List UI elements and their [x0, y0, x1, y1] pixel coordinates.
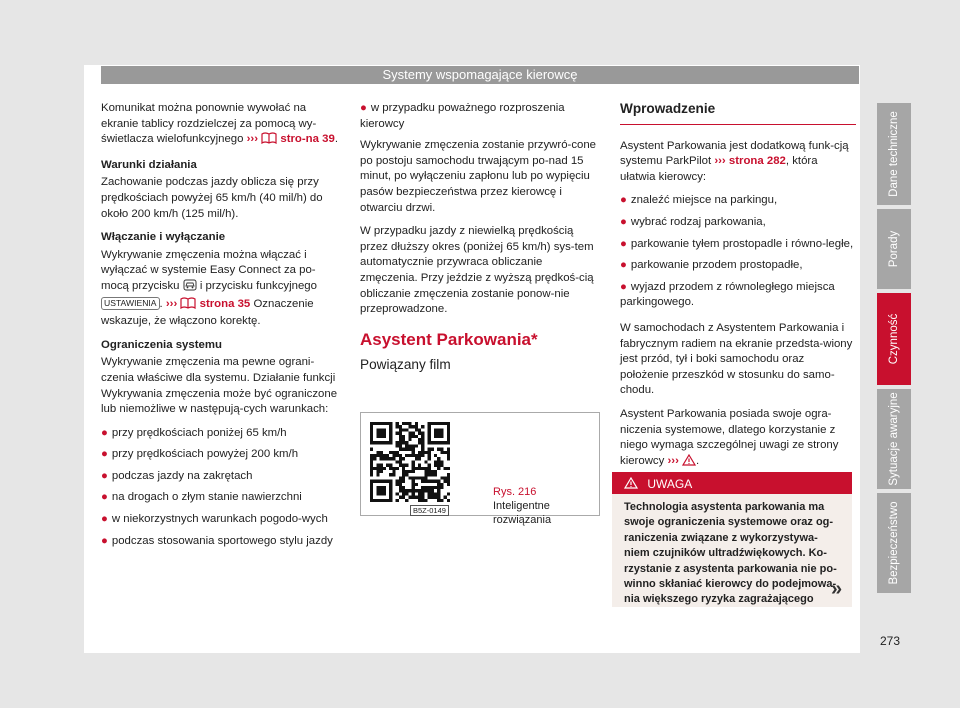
figure-caption: Rys. 216 Inteligentne rozwiązania: [493, 486, 552, 526]
list-item: ● parkowanie tyłem prostopadle i równo-ległe,: [620, 237, 854, 250]
book-icon: [180, 297, 196, 315]
car-icon: [183, 279, 197, 297]
warning-box: [612, 472, 852, 607]
ref-arrow: ›››: [714, 155, 726, 168]
list-item: ● wyjazd przodem z równoległego miejsca parkingowego.: [620, 280, 835, 309]
list-item: ● znaleźć miejsce na parkingu,: [620, 194, 778, 207]
warning-icon[interactable]: [682, 454, 696, 472]
paragraph: Zachowanie podczas jazdy oblicza się przy prędkościach powyżej 65 km/h (40 mil/h) do około 200 km/h (125 mil/h).: [101, 176, 323, 220]
figure-code: B5Z-0149: [410, 505, 449, 516]
column-middle: [360, 101, 600, 373]
paragraph: W przypadku jazdy z niewielką prędkością przez dłuższy okres (poniżej 65 km/h) sys-tem automatycznie przywraca obliczanie zmęczenia. Przy jeździe z wyższą prędkoś-cią obliczanie zmęczenia zostanie ponow-nie przeprowadzone.: [360, 225, 594, 316]
ref-arrow: ›››: [667, 454, 679, 467]
subtitle: Powiązany film: [360, 357, 451, 373]
page-reference[interactable]: strona 35: [199, 297, 251, 310]
paragraph: W samochodach z Asystentem Parkowania i fabrycznym radiem na ekranie przedsta-wiony jest przód, tył i boki samochodu oraz położenie przeszkód w stosunku do samo-chodu.: [620, 321, 853, 397]
list-item: ● podczas stosowania sportowego stylu jazdy: [101, 534, 333, 547]
heading: Ograniczenia systemu: [101, 338, 222, 351]
book-icon: [261, 132, 277, 150]
warning-title: UWAGA: [647, 476, 693, 491]
paragraph: Wykrywanie zmęczenia ma pewne ograni-czenia właściwe dla systemu. Działanie funkcji Wykrywania zmęczenia może być ograniczone lub niemożliwe w następują-cych warunkach:: [101, 356, 338, 416]
page-number: 273: [880, 634, 901, 648]
paragraph: Asystent Parkowania posiada swoje ogra-niczenia systemowe, dlatego korzystanie z niego wymaga szczególnej uwagi ze strony kierowcy ››› .: [620, 407, 856, 471]
figure-number: Rys. 216: [493, 486, 537, 498]
tab-bezpieczenstwo[interactable]: Bezpieczeństwo: [877, 493, 911, 593]
figure-box: [360, 412, 600, 526]
qr-code[interactable]: [370, 422, 450, 502]
list-item: ● wybrać rodzaj parkowania,: [620, 215, 766, 228]
page-header: Systemy wspomagające kierowcę: [101, 66, 859, 84]
bullet-list: [360, 101, 600, 132]
heading: Warunki działania: [101, 158, 197, 171]
warning-text: Technologia asystenta parkowania ma swoje ograniczenia systemowe oraz og-raniczenia związane z wykorzystywa-niem czujników ultradźwiękowych. Ko-rzystanie z asystenta parkowania nie po-winno skłaniać kierowcy do podejmowa-nia większego ryzyka zagrażającego: [624, 501, 837, 606]
heading: Włączanie i wyłączanie: [101, 231, 226, 244]
paragraph: Wykrywanie zmęczenia można włączać i wyłączać w systemie Easy Connect za po-mocą przycisku i przycisku funkcyjnego USTAWIENIA . ››› strona 35 Oznaczenie wskazuje, że włączono korektę.: [101, 248, 317, 328]
paragraph: Komunikat można ponownie wywołać na ekranie tablicy rozdzielczej za pomocą wy-świetlacza wielofunkcyjnego ››› stro-na 39.: [101, 101, 341, 150]
page-reference[interactable]: stro-na 39: [280, 133, 335, 146]
paragraph: Wykrywanie zmęczenia zostanie przywró-cone po postoju samochodu trwającym po-nad 15 minut, po wyłączeniu zapłonu lub po wypięciu pasów bezpieczeństwa przez kierowcę i otwarciu drzwi.: [360, 139, 597, 214]
section-subtitle: Wprowadzenie: [620, 101, 856, 125]
list-item: ● w przypadku poważnego rozproszenia kierowcy: [360, 102, 565, 130]
paragraph: Asystent Parkowania jest dodatkową funk-cją systemu ParkPilot ››› strona 282, która ułatwia kierowcy:: [620, 139, 849, 183]
column-left: [101, 101, 341, 555]
tab-dane-techniczne[interactable]: Dane techniczne: [877, 103, 911, 205]
column-right: [620, 101, 856, 479]
bullet-list: [101, 426, 341, 550]
warning-header: [612, 472, 852, 494]
list-item: ● przy prędkościach poniżej 65 km/h: [101, 426, 287, 439]
bullet-list: [620, 193, 856, 311]
ref-arrow: ›››: [165, 297, 178, 310]
list-item: ● w niekorzystnych warunkach pogodo-wych: [101, 513, 328, 526]
tab-sytuacje-awaryjne[interactable]: Sytuacje awaryjne: [877, 389, 911, 489]
ref-arrow: ›››: [246, 133, 259, 146]
warning-icon: [624, 477, 638, 491]
continue-arrow: »: [831, 578, 843, 600]
list-item: ● przy prędkościach powyżej 200 km/h: [101, 448, 299, 461]
tab-porady[interactable]: Porady: [877, 209, 911, 289]
list-item: ● parkowanie przodem prostopadłe,: [620, 259, 803, 272]
page-reference[interactable]: strona 282: [728, 155, 786, 168]
settings-key: USTAWIENIA: [101, 297, 160, 310]
section-title: Asystent Parkowania*: [360, 329, 538, 349]
list-item: ● podczas jazdy na zakrętach: [101, 469, 253, 482]
list-item: ● na drogach o złym stanie nawierzchni: [101, 491, 302, 504]
tab-czynnosc[interactable]: Czynność: [877, 293, 911, 385]
